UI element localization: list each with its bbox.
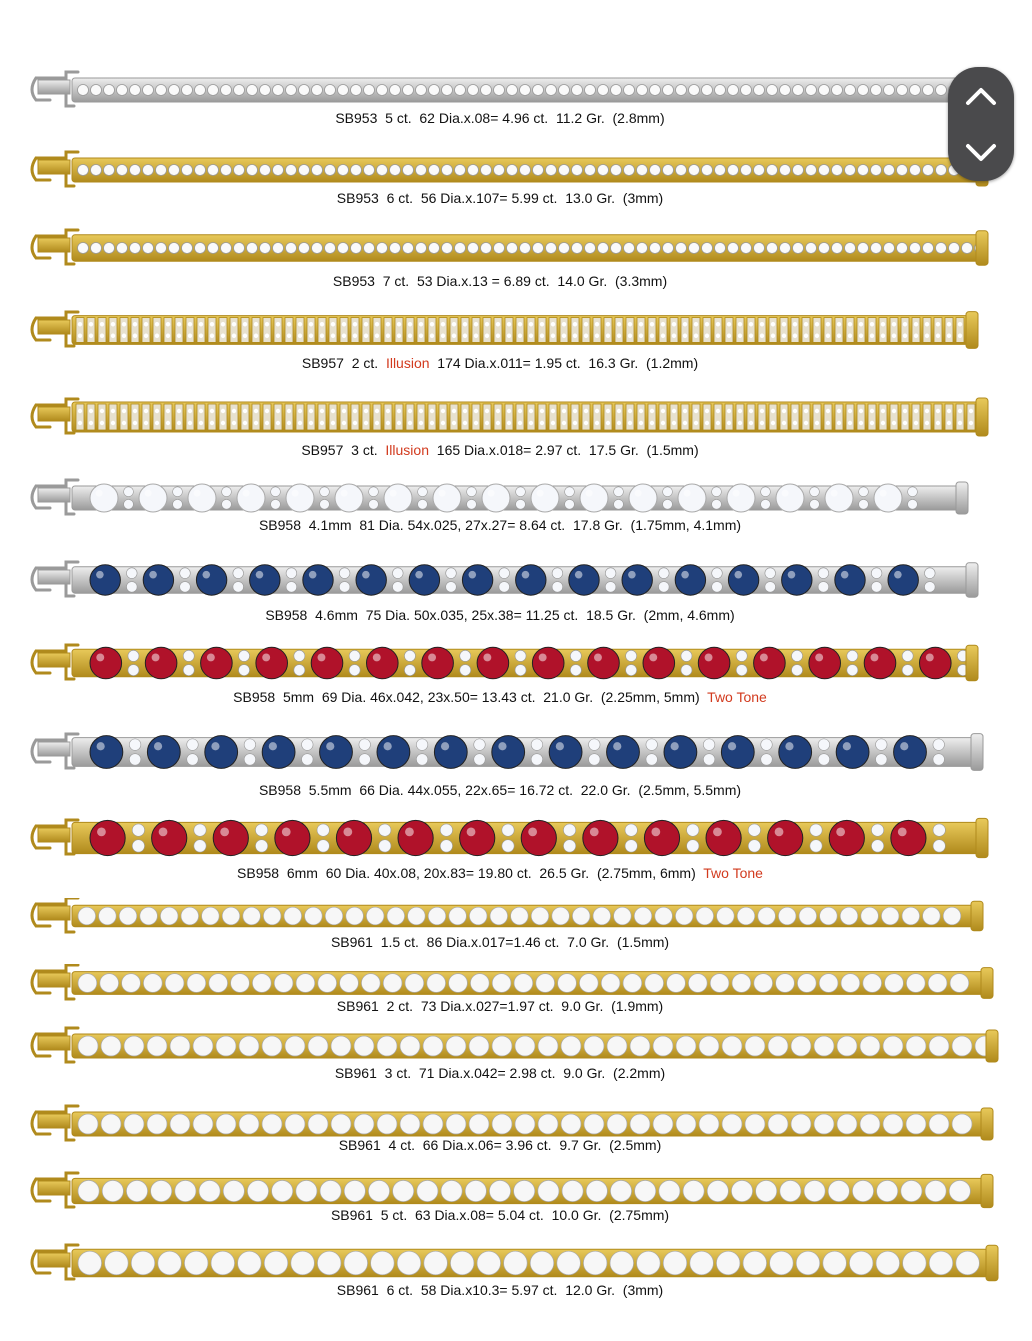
caption-highlight: Two Tone (707, 689, 767, 705)
scroll-up-button[interactable] (948, 67, 1014, 124)
caption-text: SB958 4.1mm 81 Dia. 54x.025, 27x.27= 8.64 ct. 17.8 Gr. (1.75mm, 4.1mm) (258, 517, 742, 533)
caption-text: SB961 2 ct. 73 Dia.x.027=1.97 ct. 9.0 Gr. (1.9mm) (336, 998, 664, 1014)
bracelet-caption (0, 517, 1000, 533)
caption-text: SB953 6 ct. 56 Dia.x.107= 5.99 ct. 13.0 Gr. (3mm) (336, 190, 664, 206)
bracelet-svg (26, 150, 996, 190)
bracelet-image (26, 812, 996, 864)
bracelet-caption (0, 442, 1000, 458)
bracelet-caption (0, 1282, 1000, 1298)
chevron-up-icon (964, 85, 998, 107)
caption-highlight: Illusion (385, 442, 429, 458)
bracelet-svg (26, 70, 996, 110)
caption-text: SB961 6 ct. 58 Dia.x10.3= 5.97 ct. 12.0 Gr. (3mm) (336, 1282, 664, 1298)
caption-text: SB958 5mm 69 Dia. 46x.042, 23x.50= 13.43 ct. 21.0 Gr. (2.25mm, 5mm) (233, 689, 708, 705)
bracelet-caption (0, 934, 1000, 950)
caption-text-tail: 174 Dia.x.011= 1.95 ct. 16.3 Gr. (1.2mm) (429, 355, 699, 371)
bracelet-svg (26, 964, 1001, 1002)
bracelet-image (26, 1240, 1006, 1286)
caption-text: SB958 6mm 60 Dia. 40x.08, 20x.83= 19.80 ct. 26.5 Gr. (2.75mm, 6mm) (237, 865, 704, 881)
bracelet-caption (0, 689, 1000, 705)
bracelet-svg (26, 728, 991, 776)
caption-text: SB957 2 ct. (301, 355, 386, 371)
bracelet-image (26, 964, 1001, 1002)
bracelet-image (26, 478, 976, 518)
bracelet-svg (26, 640, 986, 686)
bracelet-svg (26, 306, 986, 354)
scroll-down-button[interactable] (948, 124, 1014, 181)
bracelet-svg (26, 1170, 1001, 1212)
bracelet-svg (26, 392, 996, 442)
bracelet-caption (0, 782, 1000, 798)
bracelet-image (26, 226, 996, 270)
bracelet-svg (26, 1026, 1006, 1066)
bracelet-caption (0, 273, 1000, 289)
bracelet-caption (0, 110, 1000, 126)
bracelet-caption (0, 607, 1000, 623)
caption-highlight: Two Tone (703, 865, 763, 881)
caption-text: SB961 3 ct. 71 Dia.x.042= 2.98 ct. 9.0 Gr. (2.2mm) (334, 1065, 666, 1081)
caption-text-tail: 165 Dia.x.018= 2.97 ct. 17.5 Gr. (1.5mm) (429, 442, 699, 458)
bracelet-image (26, 728, 991, 776)
bracelet-caption (0, 865, 1000, 881)
bracelet-caption (0, 1207, 1000, 1223)
caption-text: SB961 5 ct. 63 Dia.x.08= 5.04 ct. 10.0 Gr. (2.75mm) (330, 1207, 670, 1223)
bracelet-svg (26, 812, 996, 864)
bracelet-image (26, 898, 991, 934)
bracelet-caption (0, 998, 1000, 1014)
bracelet-image (26, 150, 996, 190)
scroll-nav (948, 67, 1014, 181)
caption-text: SB953 5 ct. 62 Dia.x.08= 4.96 ct. 11.2 Gr. (2.8mm) (335, 110, 665, 126)
chevron-down-icon (964, 142, 998, 164)
bracelet-image (26, 306, 986, 354)
caption-text: SB953 7 ct. 53 Dia.x.13 = 6.89 ct. 14.0 Gr. (3.3mm) (332, 273, 668, 289)
bracelet-image (26, 558, 986, 602)
bracelet-svg (26, 558, 986, 602)
bracelet-svg (26, 226, 996, 270)
bracelet-caption (0, 355, 1000, 371)
bracelet-image (26, 1170, 1001, 1212)
bracelet-image (26, 392, 996, 442)
bracelet-caption (0, 190, 1000, 206)
bracelet-svg (26, 1240, 1006, 1286)
caption-text: SB961 4 ct. 66 Dia.x.06= 3.96 ct. 9.7 Gr. (2.5mm) (338, 1137, 662, 1153)
caption-text: SB958 4.6mm 75 Dia. 50x.035, 25x.38= 11.25 ct. 18.5 Gr. (2mm, 4.6mm) (265, 607, 735, 623)
bracelet-svg (26, 478, 976, 518)
caption-highlight: Illusion (385, 355, 430, 371)
bracelet-svg (26, 898, 991, 934)
caption-text: SB957 3 ct. (301, 442, 386, 458)
bracelet-image (26, 1026, 1006, 1066)
bracelet-caption (0, 1137, 1000, 1153)
caption-text: SB958 5.5mm 66 Dia. 44x.055, 22x.65= 16.72 ct. 22.0 Gr. (2.5mm, 5.5mm) (258, 782, 742, 798)
caption-text: SB961 1.5 ct. 86 Dia.x.017=1.46 ct. 7.0 Gr. (1.5mm) (330, 934, 670, 950)
bracelet-image (26, 70, 996, 110)
bracelet-caption (0, 1065, 1000, 1081)
bracelet-image (26, 640, 986, 686)
